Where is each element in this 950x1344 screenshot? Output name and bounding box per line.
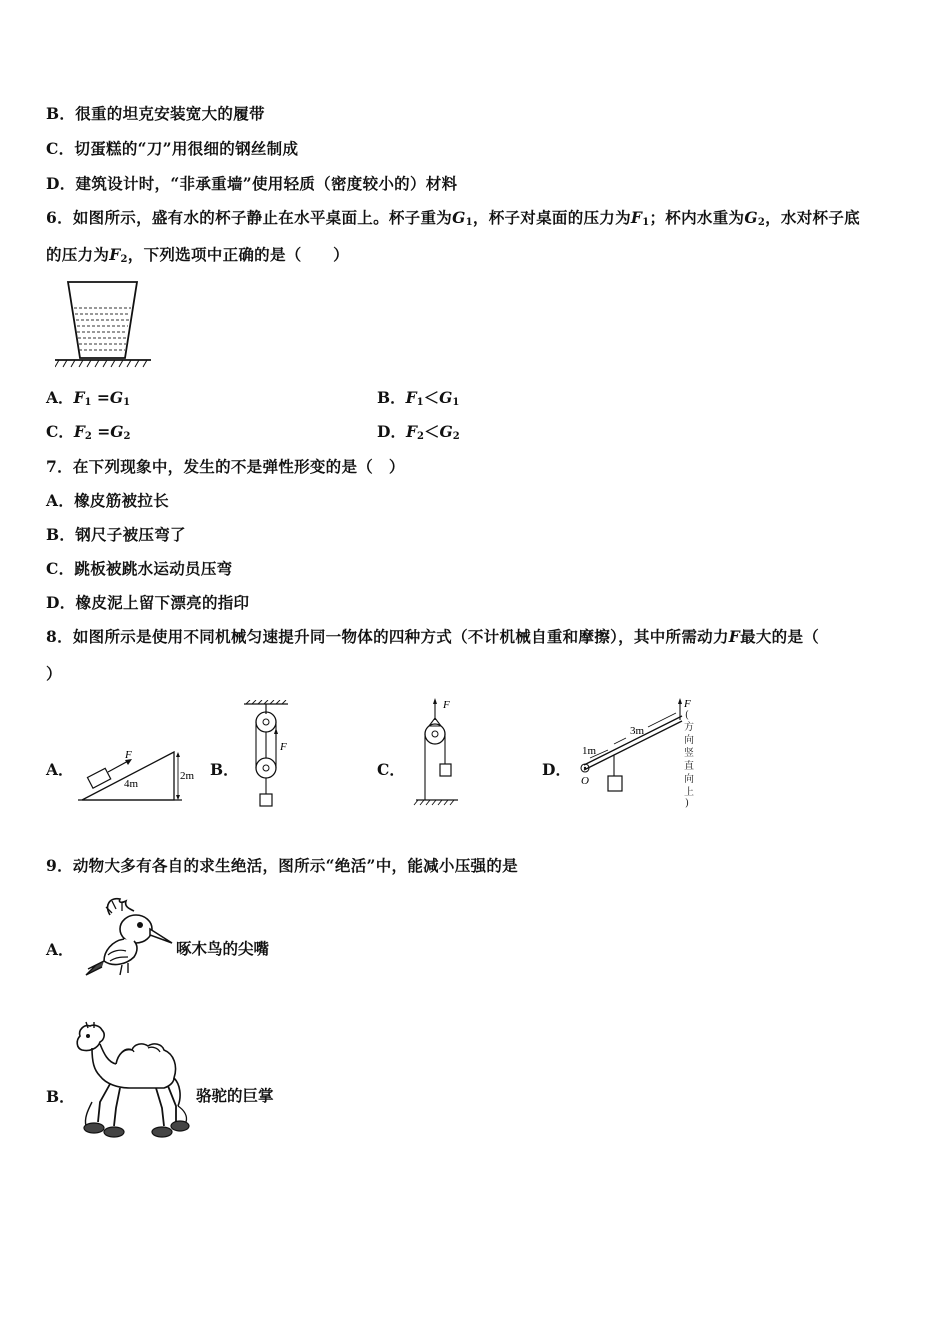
svg-text:上: 上 [684,787,694,798]
q8a-length-label: 4m [124,778,139,790]
q7-option-a: A．橡皮筋被拉长 [46,491,169,510]
q5-option-b: B．很重的坦克安装宽大的履带 [46,104,265,123]
q8-label-a: A． [46,760,74,779]
q6-cup-figure [55,278,155,370]
q9-label-a: A． [46,940,74,959]
q8-label-c: C． [377,760,405,779]
svg-text:(: ( [685,710,689,721]
q9-caption-b: 骆驼的巨掌 [196,1086,274,1105]
q5-option-c: C．切蛋糕的“刀”用很细的钢丝制成 [46,139,299,158]
q5-option-d: D．建筑设计时，“非承重墙”使用轻质（密度较小的）材料 [46,174,458,193]
woodpecker-illustration [82,895,174,979]
q8-pulley-block-figure [238,700,298,810]
camel-illustration [70,1018,194,1148]
svg-text:向: 向 [684,774,694,785]
q8d-short-arm-label: 1m [582,745,597,757]
q6-stem-line2: 的压力为$F_2$，下列选项中正确的是（ ） [46,245,349,265]
q9-stem: 9．动物大多有各自的求生绝活，图所示“绝活”中，能减小压强的是 [46,856,518,875]
q7-option-b: B．钢尺子被压弯了 [46,525,186,544]
q8a-height-label: 2m [180,770,195,782]
q8-stem-line2: ） [46,664,62,683]
svg-text:向: 向 [684,735,694,746]
svg-text:): ) [685,798,689,809]
q8b-force-label: F [280,741,287,753]
q6-option-b: B．$F_1<G_1$ [377,388,460,408]
q6-option-a: A．$F_1 =G_1$ [46,388,131,408]
q7-option-d: D．橡皮泥上留下漂亮的指印 [46,593,250,612]
q6-stem-line1: 6．如图所示，盛有水的杯子静止在水平桌面上。杯子重为$G_1$，杯子对桌面的压力为$F_1$；杯内水重为$G_2$，水对杯子底 [46,208,860,228]
q9-label-b: B． [46,1087,75,1106]
svg-text:方: 方 [684,722,694,733]
svg-text:直: 直 [684,761,694,772]
q8-label-d: D． [542,760,571,779]
q8-stem-line1: 8．如图所示是使用不同机械匀速提升同一物体的四种方式（不计机械自重和摩擦），其中所需动力F最大的是（ [46,627,820,646]
q8-incline-figure [78,742,196,804]
q8c-force-label: F [443,699,450,711]
q6-option-c: C．$F_2 =G_2$ [46,422,131,442]
q8d-pivot-label: O [581,775,589,787]
q8-label-b: B． [210,760,239,779]
q8-movable-pulley-figure [412,694,462,806]
q7-option-c: C．跳板被跳水运动员压弯 [46,559,233,578]
q8d-force-label: F [684,698,691,710]
svg-text:竖: 竖 [684,748,694,759]
q8d-long-arm-label: 3m [630,725,645,737]
q8a-force-label: F [125,749,132,761]
q8-lever-figure [574,694,708,812]
q9-caption-a: 啄木鸟的尖嘴 [176,939,270,958]
q7-stem: 7．在下列现象中，发生的不是弹性形变的是（ ） [46,457,405,476]
q6-option-d: D．$F_2<G_2$ [377,422,460,442]
